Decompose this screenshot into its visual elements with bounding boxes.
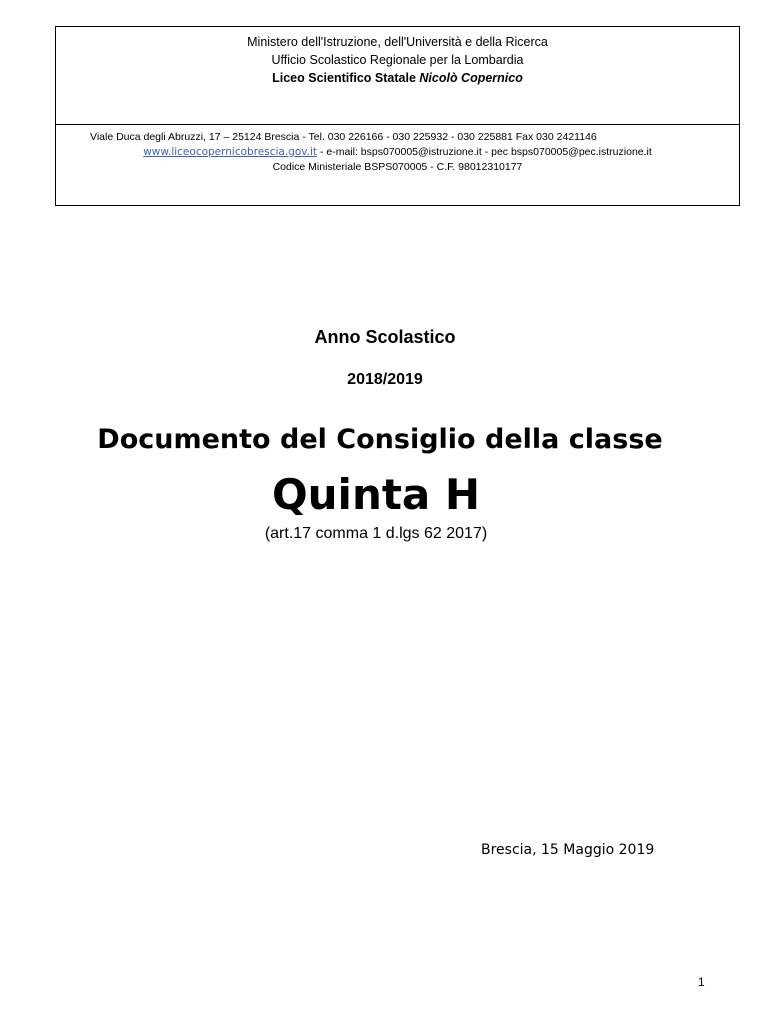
school-name: Nicolò Copernico <box>419 71 523 85</box>
school-address: Viale Duca degli Abruzzi, 17 – 25124 Brescia - Tel. 030 226166 - 030 225932 - 030 225881 Fax 030 2421146 <box>90 131 597 143</box>
letterhead-box <box>55 26 740 206</box>
school-year-label: Anno Scolastico <box>314 327 456 347</box>
regional-office: Ufficio Scolastico Regionale per la Lombardia <box>271 53 524 67</box>
ministerial-codes: Codice Ministeriale BSPS070005 - C.F. 98012310177 <box>272 161 523 173</box>
document-title: Documento del Consiglio della classe <box>97 424 663 455</box>
school-year: 2018/2019 <box>347 371 423 388</box>
letterhead-contacts <box>56 130 739 175</box>
place-date: Brescia, 15 Maggio 2019 <box>481 842 655 858</box>
page-number: 1 <box>698 975 705 989</box>
letterhead-top <box>56 27 739 125</box>
law-reference: (art.17 comma 1 d.lgs 62 2017) <box>264 525 488 542</box>
school-name-line <box>56 69 739 87</box>
school-type: Liceo Scientifico Statale <box>272 71 416 85</box>
website-link[interactable]: www.liceocopernicobrescia.gov.it <box>143 146 318 158</box>
contact-line <box>56 145 739 160</box>
email-contacts: - e-mail: bsps070005@istruzione.it - pec bsps070005@pec.istruzione.it <box>317 146 652 158</box>
ministry-name: Ministero dell'Istruzione, dell'Università e della Ricerca <box>247 35 548 49</box>
class-name: Quinta H <box>271 470 481 519</box>
